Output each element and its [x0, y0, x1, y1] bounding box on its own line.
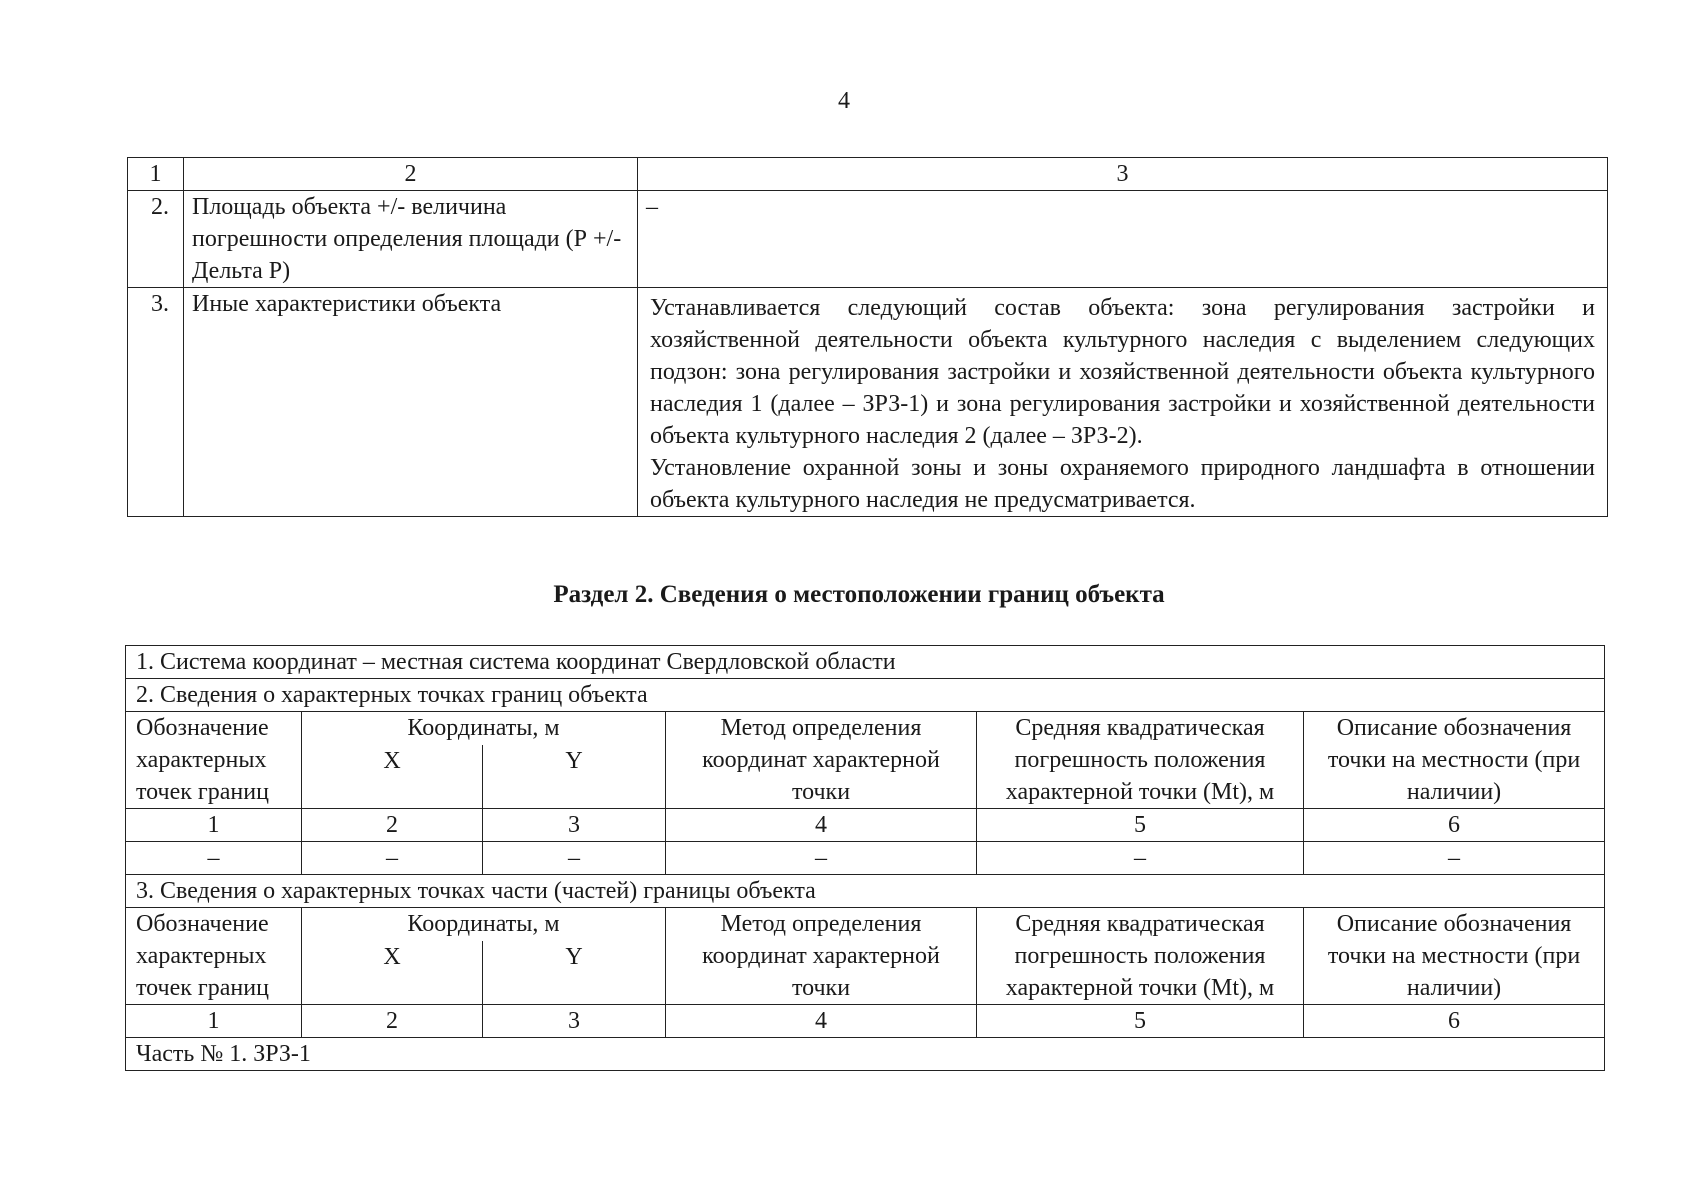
table-header-row [128, 158, 1608, 191]
column-number: 5 [977, 1005, 1304, 1038]
coordinate-system-cell: 1. Система координат – местная система координат Свердловской области [126, 646, 1605, 679]
part-label: Часть № 1. ЗРЗ-1 [126, 1038, 1605, 1071]
column-number: 6 [1304, 1005, 1605, 1038]
header-point-designation: Обозначение характерных точек границ [126, 712, 302, 809]
header-description: Описание обозначения точки на местности (при наличии) [1304, 712, 1605, 809]
header-coordinates: Координаты, м [302, 908, 666, 941]
row-label: Площадь объекта +/- величина погрешности определения площади (Р +/- Дельта Р) [184, 191, 638, 288]
header-cell: 1 [128, 158, 184, 191]
header-method: Метод определения координат характерной точки [666, 908, 977, 1005]
header-cell: 2 [184, 158, 638, 191]
boundary-coordinates-table [125, 645, 1605, 1071]
header-x: X [302, 941, 483, 1005]
header-coordinates: Координаты, м [302, 712, 666, 745]
dash-cell: – [1304, 842, 1605, 875]
page-number: 4 [838, 88, 850, 114]
column-header-row [126, 712, 1605, 745]
dash-cell: – [666, 842, 977, 875]
column-number: 4 [666, 1005, 977, 1038]
header-y: Y [483, 941, 666, 1005]
header-method: Метод определения координат характерной точки [666, 712, 977, 809]
header-y: Y [483, 745, 666, 809]
part-points-title-row [126, 875, 1605, 908]
coordinate-system-row [126, 646, 1605, 679]
column-number: 3 [483, 1005, 666, 1038]
table-row [128, 288, 1608, 517]
row-value [638, 288, 1608, 517]
dash-cell: – [126, 842, 302, 875]
column-number: 4 [666, 809, 977, 842]
column-header-row [126, 908, 1605, 941]
row-label: Иные характеристики объекта [184, 288, 638, 517]
row-number: 3. [128, 288, 184, 517]
column-number: 5 [977, 809, 1304, 842]
part-row [126, 1038, 1605, 1071]
column-number: 2 [302, 809, 483, 842]
table-row [126, 842, 1605, 875]
row-value-paragraph: Устанавливается следующий состав объекта: зона регулирования застройки и хозяйственной деятельности объекта культурного наследия с выделением следующих подзон: зона регулирования застройки и хозяйственной деятельности объекта культурного наследия 1 (далее – ЗРЗ-1) и зона регулирования застройки и хозяйственной деятельности объекта культурного наследия 2 (далее – ЗРЗ-2). [650, 295, 1595, 449]
dash-cell: – [302, 842, 483, 875]
table-row [128, 191, 1608, 288]
object-characteristics-table [127, 157, 1608, 517]
column-number: 3 [483, 809, 666, 842]
column-number-row [126, 809, 1605, 842]
header-cell: 3 [638, 158, 1608, 191]
row-value-paragraph: Установление охранной зоны и зоны охраняемого природного ландшафта в отношении объекта культурного наследия не предусматривается. [650, 455, 1595, 513]
column-number: 1 [126, 1005, 302, 1038]
dash-cell: – [977, 842, 1304, 875]
header-error: Средняя квадратическая погрешность положения характерной точки (Mt), м [977, 908, 1304, 1005]
dash-cell: – [483, 842, 666, 875]
column-number: 6 [1304, 809, 1605, 842]
column-number: 2 [302, 1005, 483, 1038]
boundary-points-title: 2. Сведения о характерных точках границ объекта [126, 679, 1605, 712]
row-value: – [638, 191, 1608, 288]
header-point-designation: Обозначение характерных точек границ [126, 908, 302, 1005]
row-number: 2. [128, 191, 184, 288]
header-error: Средняя квадратическая погрешность положения характерной точки (Mt), м [977, 712, 1304, 809]
column-number-row [126, 1005, 1605, 1038]
header-description: Описание обозначения точки на местности (при наличии) [1304, 908, 1605, 1005]
boundary-points-title-row [126, 679, 1605, 712]
header-x: X [302, 745, 483, 809]
section-title: Раздел 2. Сведения о местоположении границ объекта [553, 581, 1165, 608]
column-number: 1 [126, 809, 302, 842]
part-points-title: 3. Сведения о характерных точках части (частей) границы объекта [126, 875, 1605, 908]
